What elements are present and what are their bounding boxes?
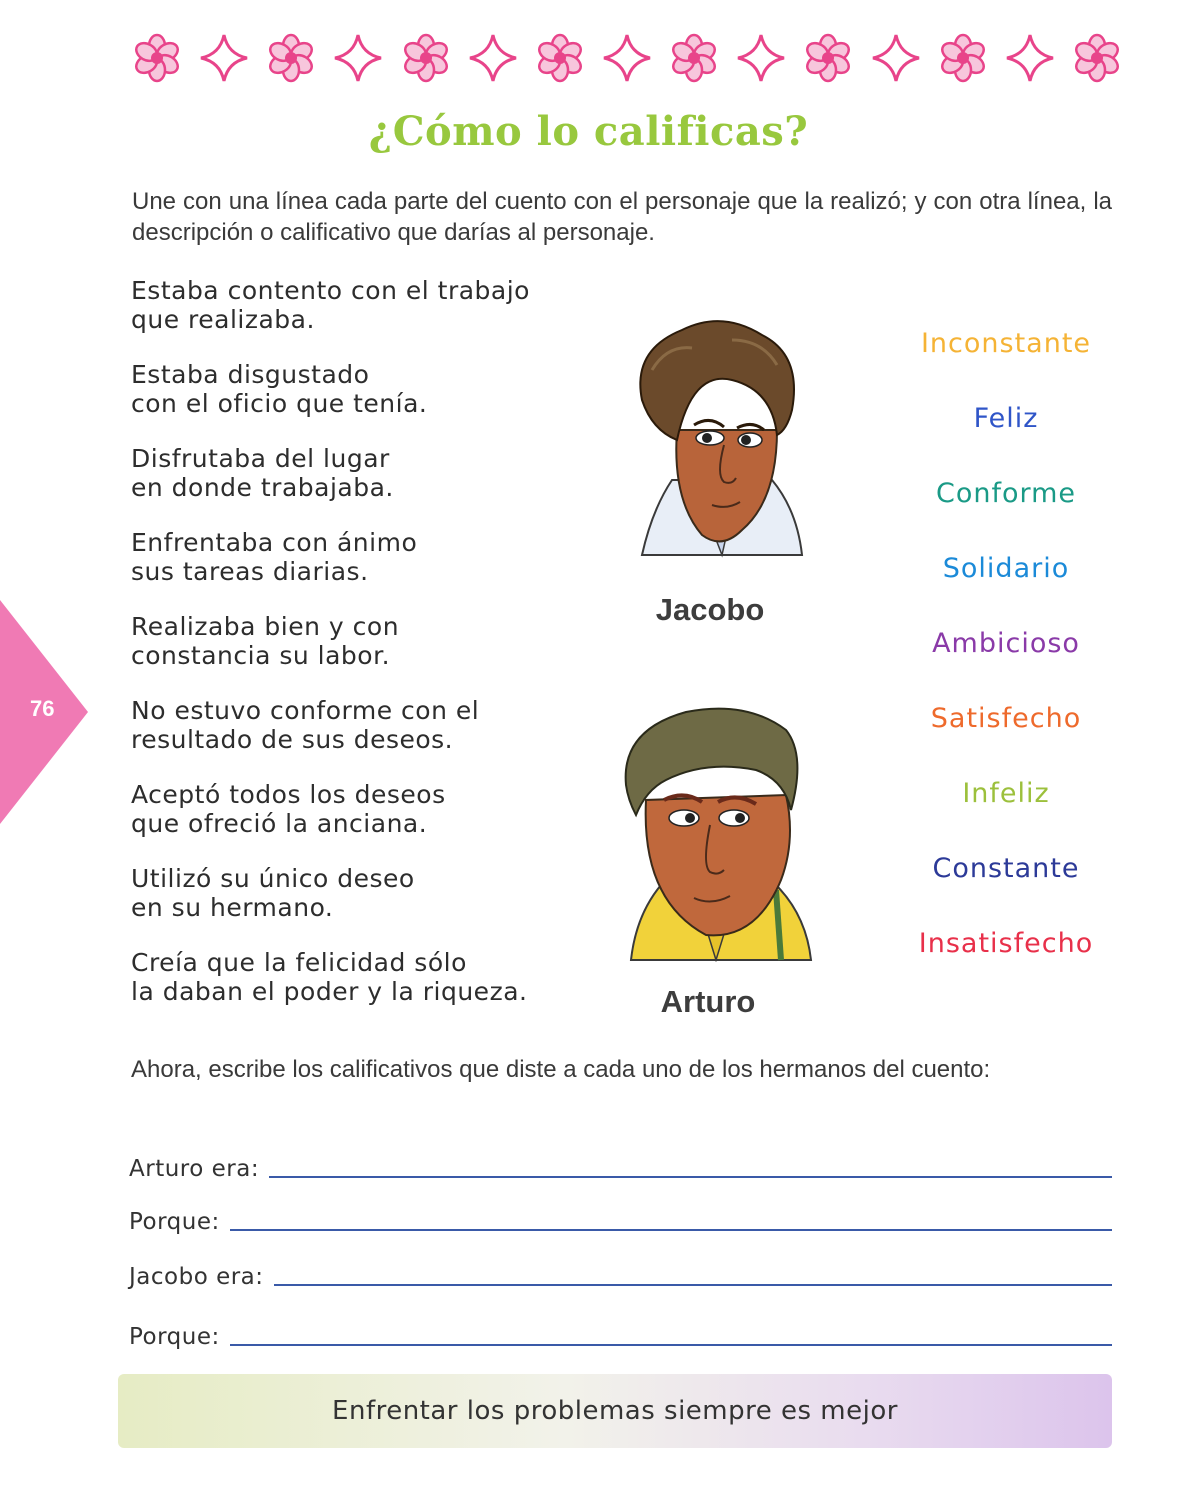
flower-icon bbox=[266, 33, 316, 83]
jacobo-portrait bbox=[612, 310, 812, 560]
story-action-text: Creía que la felicidad sólo la daban el poder y la riqueza. bbox=[131, 948, 528, 1006]
arturo-answer-line[interactable] bbox=[269, 1176, 1112, 1178]
footer-message: Enfrentar los problemas siempre es mejor bbox=[332, 1396, 898, 1426]
adjective-item: Infeliz bbox=[962, 778, 1050, 809]
jacobo-answer-line[interactable] bbox=[274, 1284, 1112, 1286]
arturo-reason-line[interactable] bbox=[230, 1229, 1112, 1231]
jacobo-reason-row bbox=[129, 1316, 1112, 1350]
flower-icon bbox=[1072, 33, 1122, 83]
instructions-text: Une con una línea cada parte del cuento con el personaje que la realizó; y con otra línea, la descripción o calificativo que darías al personaje. bbox=[132, 188, 1112, 246]
adjective-item: Conforme bbox=[935, 478, 1077, 509]
jacobo-answer-row bbox=[129, 1256, 1112, 1290]
story-action-item bbox=[131, 948, 631, 1032]
story-action-text: Enfrentaba con ánimo sus tareas diarias. bbox=[131, 528, 418, 586]
jacobo-reason-label: Porque: bbox=[129, 1324, 220, 1350]
arturo-reason-row bbox=[129, 1201, 1112, 1235]
adjective-item: Satisfecho bbox=[930, 703, 1082, 734]
flower-icon bbox=[938, 33, 988, 83]
adjective-item: Feliz bbox=[973, 403, 1039, 434]
sparkle-icon bbox=[468, 33, 518, 83]
story-action-text: Estaba disgustado con el oficio que tenía. bbox=[131, 360, 428, 418]
story-actions-list bbox=[131, 276, 631, 1032]
adjective-item: Inconstante bbox=[920, 328, 1092, 359]
story-action-item bbox=[131, 864, 631, 948]
now-write-text: Ahora, escribe los calificativos que diste a cada uno de los hermanos del cuento: bbox=[131, 1056, 991, 1083]
adjectives-list bbox=[896, 322, 1116, 997]
story-action-item bbox=[131, 360, 631, 444]
page-number: 76 bbox=[30, 696, 55, 721]
story-action-item bbox=[131, 696, 631, 780]
flower-icon bbox=[535, 33, 585, 83]
adjective-item: Solidario bbox=[942, 553, 1070, 584]
jacobo-name: Jacobo bbox=[655, 592, 765, 627]
footer-band bbox=[118, 1374, 1112, 1448]
sparkle-icon bbox=[602, 33, 652, 83]
adjective-item: Constante bbox=[932, 853, 1080, 884]
story-action-text: No estuvo conforme con el resultado de sus deseos. bbox=[131, 696, 480, 754]
story-action-item bbox=[131, 612, 631, 696]
story-action-text: Utilizó su único deseo en su hermano. bbox=[131, 864, 415, 922]
arturo-answer-label: Arturo era: bbox=[129, 1156, 260, 1182]
story-action-text: Disfrutaba del lugar en donde trabajaba. bbox=[131, 444, 394, 502]
flower-icon bbox=[669, 33, 719, 83]
decorative-border bbox=[132, 28, 1122, 88]
arturo-name: Arturo bbox=[660, 984, 756, 1019]
sparkle-icon bbox=[333, 33, 383, 83]
story-action-item bbox=[131, 780, 631, 864]
sparkle-icon bbox=[871, 33, 921, 83]
arturo-reason-label: Porque: bbox=[129, 1209, 220, 1235]
adjective-item: Ambicioso bbox=[932, 628, 1080, 659]
arturo-answer-row bbox=[129, 1148, 1112, 1182]
sparkle-icon bbox=[1005, 33, 1055, 83]
adjective-item: Insatisfecho bbox=[918, 928, 1094, 959]
story-action-item bbox=[131, 276, 631, 360]
arturo-portrait bbox=[606, 700, 816, 962]
jacobo-reason-line[interactable] bbox=[230, 1344, 1112, 1346]
story-action-item bbox=[131, 444, 631, 528]
story-action-item bbox=[131, 528, 631, 612]
sparkle-icon bbox=[736, 33, 786, 83]
story-action-text: Realizaba bien y con constancia su labor. bbox=[131, 612, 400, 670]
story-action-text: Estaba contento con el trabajo que realizaba. bbox=[131, 276, 530, 334]
jacobo-answer-label: Jacobo era: bbox=[129, 1264, 264, 1290]
flower-icon bbox=[132, 33, 182, 83]
page-title: ¿Cómo lo calificas? bbox=[368, 108, 809, 155]
flower-icon bbox=[401, 33, 451, 83]
sparkle-icon bbox=[199, 33, 249, 83]
story-action-text: Aceptó todos los deseos que ofreció la anciana. bbox=[131, 780, 446, 838]
flower-icon bbox=[803, 33, 853, 83]
